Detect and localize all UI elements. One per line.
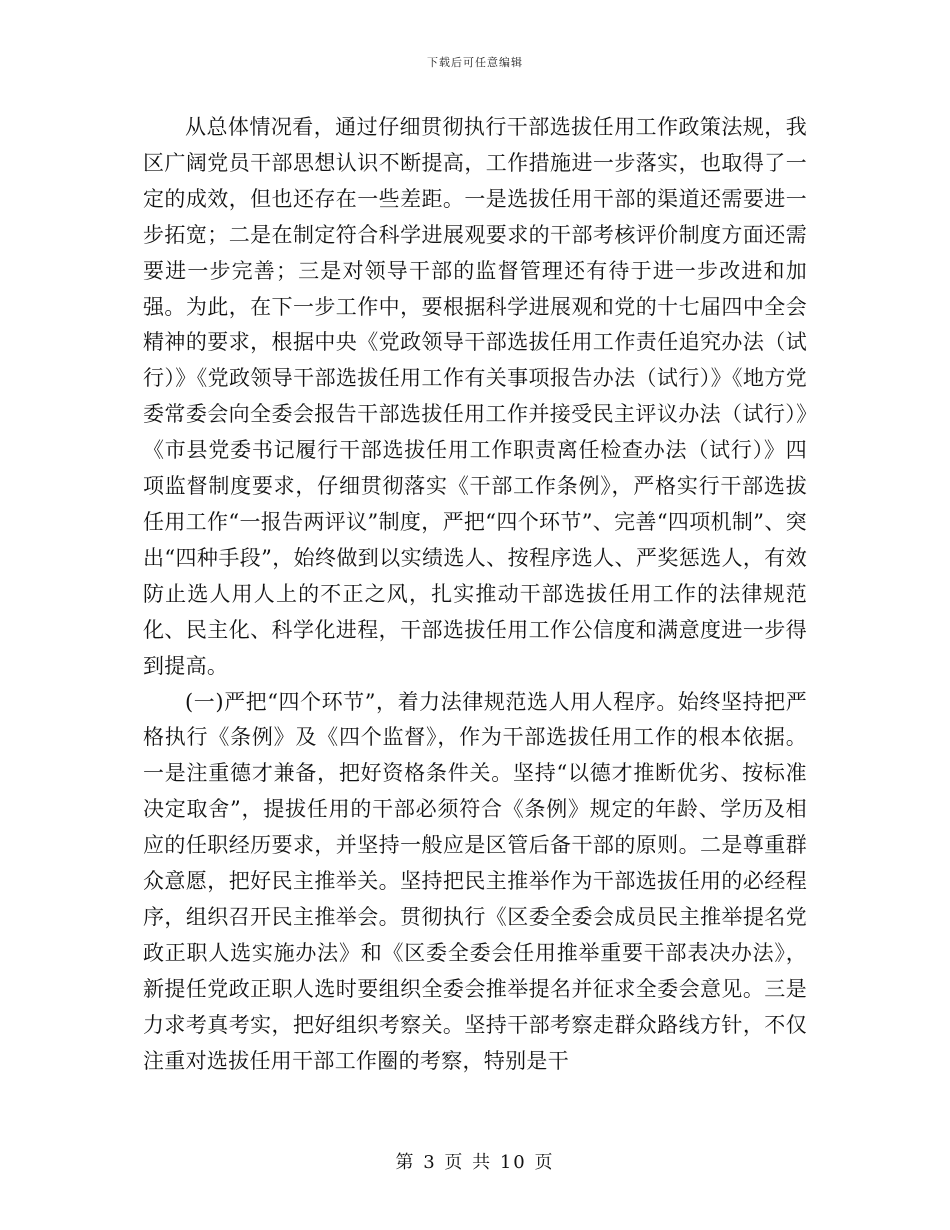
paragraph-summary: 从总体情况看，通过仔细贯彻执行干部选拔任用工作政策法规，我区广阔党员干部思想认识不断提高，工作措施进一步落实，也取得了一定的成效，但也还存在一些差距。一是选拔任用干部的渠道还需要进一步拓宽；二是在制定符合科学进展观要求的干部考核评价制度方面还需要进一步完善；三是对领导干部的监督管理还有待于进一步改进和加强。为此，在下一步工作中，要根据科学进展观和党的十七届四中全会精神的要求，根据中央《党政领导干部选拔任用工作责任追究办法（试行）》《党政领导干部选拔任用工作有关事项报告办法（试行）》《地方党委常委会向全委会报告干部选拔任用工作并接受民主评议办法（试行）》《市县党委书记履行干部选拔任用工作职责离任检查办法（试行）》四项监督制度要求，仔细贯彻落实《干部工作条例》，严格实行干部选拔任用工作“一报告两评议”制度，严把“四个环节”、完善“四项机制”、突出“四种手段”，始终做到以实绩选人、按程序选人、严奖惩选人，有效防止选人用人上的不正之风，扎实推动干部选拔任用工作的法律规范化、民主化、科学化进程，干部选拔任用工作公信度和满意度进一步得到提高。 [143, 115, 807, 678]
page-number: 第 3 页 共 10 页 [395, 1152, 555, 1173]
document-body [143, 110, 807, 1079]
page-header-note: 下载后可任意编辑 [427, 56, 523, 69]
paragraph-four-links: (一)严把“四个环节”，着力法律规范选人用人程序。始终坚持把严格执行《条例》及《四个监督》，作为干部选拔任用工作的根本依据。一是注重德才兼备，把好资格条件关。坚持“以德才推断优劣、按标准决定取舍”，提拔任用的干部必须符合《条例》规定的年龄、学历及相应的任职经历要求，并坚持一般应是区管后备干部的原则。二是尊重群众意愿，把好民主推举关。坚持把民主推举作为干部选拔任用的必经程序，组织召开民主推举会。贯彻执行《区委全委会成员民主推举提名党政正职人选实施办法》和《区委全委会任用推举重要干部表决办法》，新提任党政正职人选时要组织全委会推举提名并征求全委会意见。三是力求考真考实，把好组织考察关。坚持干部考察走群众路线方针，不仅注重对选拔任用干部工作圈的考察，特别是干 [143, 689, 807, 1073]
